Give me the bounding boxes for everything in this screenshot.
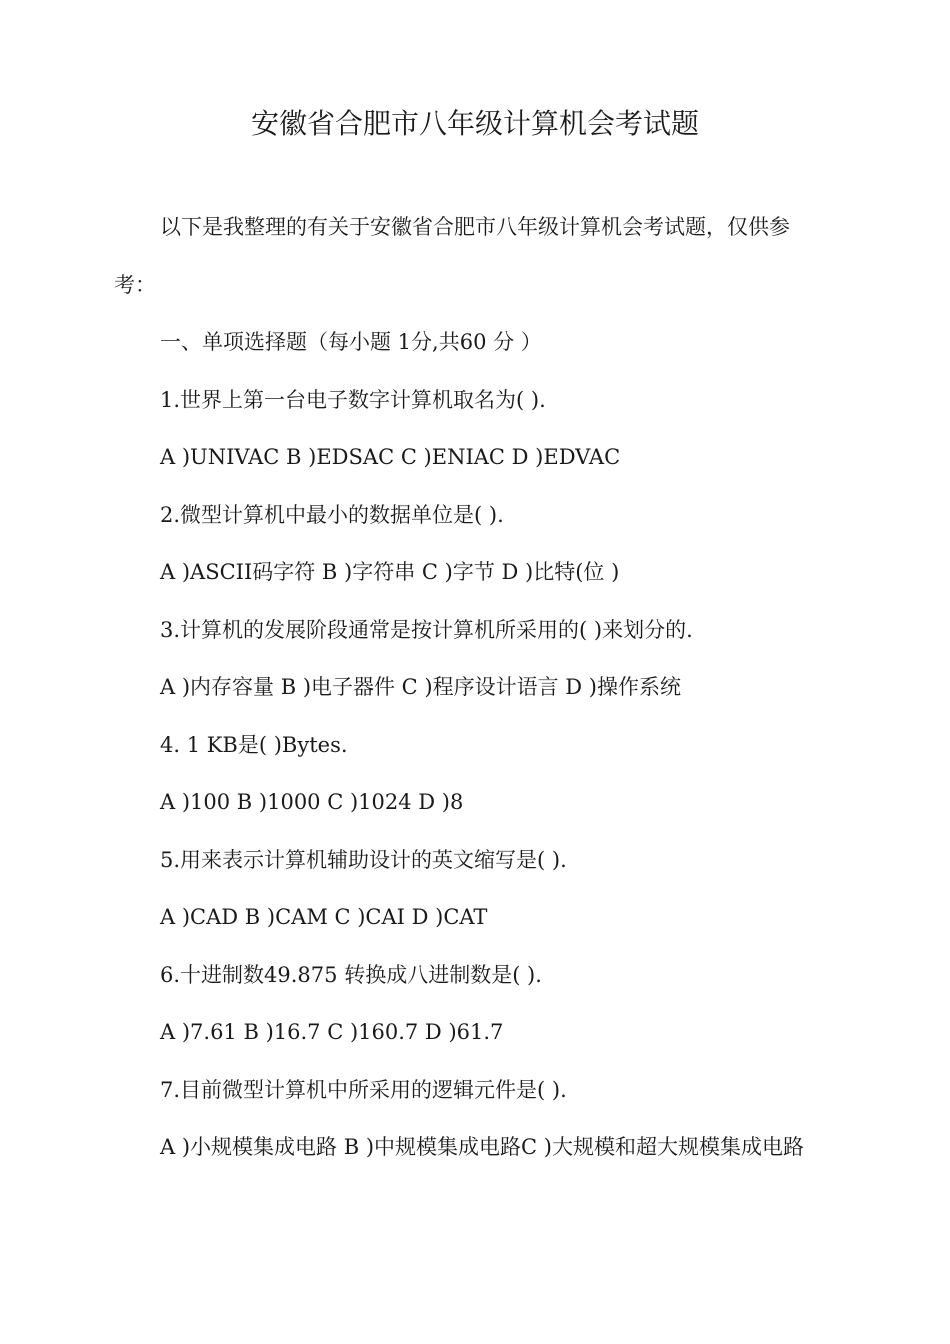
question-3-stem: 3.计算机的发展阶段通常是按计算机所采用的( )来划分的.	[160, 618, 693, 642]
question-1-options: A )UNIVAC B )EDSAC C )ENIAC D )EDVAC	[160, 445, 621, 469]
question-4-stem: 4. 1 KB是( )Bytes.	[160, 733, 348, 757]
question-1-stem: 1.世界上第一台电子数字计算机取名为( ).	[160, 388, 546, 412]
question-3-options: A )内存容量 B )电子器件 C )程序设计语言 D )操作系统	[160, 675, 681, 699]
intro-text: 以下是我整理的有关于安徽省合肥市八年级计算机会考试题，仅供参	[160, 215, 790, 239]
intro-text-continued: 考：	[114, 273, 156, 297]
document-title: 安徽省合肥市八年级计算机会考试题	[250, 107, 699, 140]
question-7-stem: 7.目前微型计算机中所采用的逻辑元件是( ).	[160, 1078, 567, 1102]
question-2-options: A )ASCII码字符 B )字符串 C )字节 D )比特(位 )	[160, 560, 620, 584]
question-4-options: A )100 B )1000 C )1024 D )8	[160, 790, 464, 814]
question-5-options: A )CAD B )CAM C )CAI D )CAT	[160, 905, 488, 929]
question-6-options: A )7.61 B )16.7 C )160.7 D )61.7	[160, 1020, 504, 1044]
question-6-stem: 6.十进制数49.875 转换成八进制数是( ).	[160, 963, 542, 987]
section-heading: 一、单项选择题（每小题 1分,共60 分 ）	[160, 330, 542, 354]
question-5-stem: 5.用来表示计算机辅助设计的英文缩写是( ).	[160, 848, 567, 872]
question-2-stem: 2.微型计算机中最小的数据单位是( ).	[160, 503, 504, 527]
question-7-options: A )小规模集成电路 B )中规模集成电路C )大规模和超大规模集成电路	[160, 1135, 804, 1159]
